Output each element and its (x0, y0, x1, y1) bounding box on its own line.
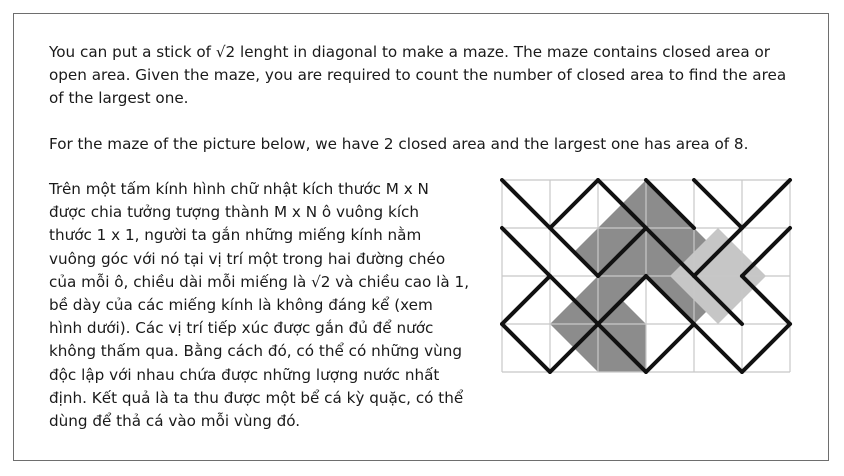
vietnamese-line: thước 1 x 1, người ta gắn những miếng kính nằm (49, 226, 422, 245)
maze-wall (646, 324, 694, 372)
maze-wall (742, 276, 790, 324)
vietnamese-line: được chia tưởng tượng thành M x N ô vuông kích (49, 203, 420, 222)
maze-wall (502, 180, 550, 228)
maze-wall (694, 180, 742, 228)
maze-figure (500, 178, 796, 374)
vietnamese-line: dùng để thả cá vào mỗi vùng đó. (49, 412, 301, 431)
vietnamese-paragraph (49, 178, 489, 433)
maze-wall (550, 180, 598, 228)
vietnamese-line: độc lập với nhau chứa được những lượng nước nhất (49, 365, 440, 384)
vietnamese-line: bề dày của các miếng kính là không đáng kể (xem (49, 296, 433, 315)
vietnamese-line: không thấm qua. Bằng cách đó, có thể có những vùng (49, 342, 462, 361)
vietnamese-line: định. Kết quả là ta thu được một bể cá kỳ quặc, có thể (49, 388, 464, 407)
vietnamese-line: vuông góc với nó tại vị trí một trong hai đường chéo (49, 249, 446, 268)
maze-wall (742, 228, 790, 276)
vietnamese-line: Trên một tấm kính hình chữ nhật kích thước M x N (49, 180, 429, 198)
english-paragraph: You can put a stick of √2 lenght in diagonal to make a maze. The maze contains closed area or open area. Given the maze, you are required to count the number of closed area to find the area of the largest one. (49, 43, 787, 107)
example-paragraph: For the maze of the picture below, we have 2 closed area and the largest one has area of 8. (49, 135, 749, 153)
vietnamese-line: hình dưới). Các vị trí tiếp xúc được gắn đủ để nước (49, 319, 434, 338)
maze-wall (694, 324, 742, 372)
maze-wall (502, 228, 550, 276)
maze-wall (502, 276, 550, 324)
maze-wall (742, 180, 790, 228)
maze-wall (742, 324, 790, 372)
vietnamese-line: của mỗi ô, chiều dài mỗi miếng là √2 và chiều cao là 1, (49, 272, 470, 291)
maze-wall (502, 324, 550, 372)
